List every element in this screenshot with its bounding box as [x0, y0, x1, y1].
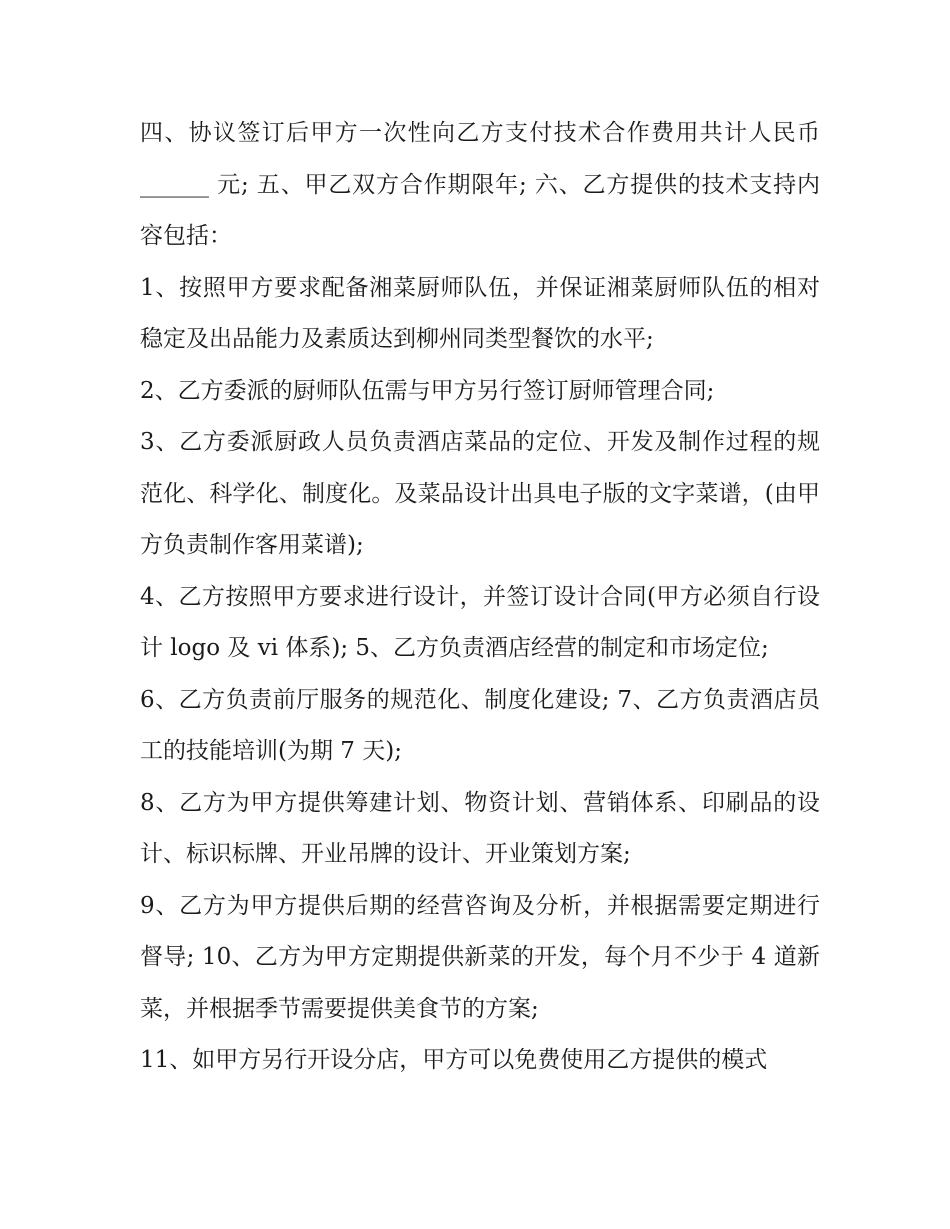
- paragraph-payment-term: 四、协议签订后甲方一次性向乙方支付技术合作费用共计人民币 ______ 元; 五、甲乙双方合作期限年; 六、乙方提供的技术支持内容包括：: [140, 120, 820, 249]
- paragraph-item-1: 1、按照甲方要求配备湘菜厨师队伍，并保证湘菜厨师队伍的相对稳定及出品能力及素质达到柳州同类型餐饮的水平;: [140, 274, 820, 352]
- paragraph-item-9-10: 9、乙方为甲方提供后期的经营咨询及分析，并根据需要定期进行督导; 10、乙方为甲方定期提供新菜的开发，每个月不少于 4 道新菜，并根据季节需要提供美食节的方案;: [140, 892, 820, 1022]
- paragraph-item-2: 2、乙方委派的厨师队伍需与甲方另行签订厨师管理合同;: [140, 377, 715, 404]
- paragraph-item-3: 3、乙方委派厨政人员负责酒店菜品的定位、开发及制作过程的规范化、科学化、制度化。及菜品设计出具电子版的文字菜谱，(由甲方负责制作客用菜谱);: [140, 429, 820, 558]
- paragraph-item-6-7: 6、乙方负责前厅服务的规范化、制度化建设; 7、乙方负责酒店员工的技能培训(为期 7 天);: [140, 686, 820, 764]
- paragraph-item-4-5: 4、乙方按照甲方要求进行设计，并签订设计合同(甲方必须自行设计 logo 及 vi 体系); 5、乙方负责酒店经营的制定和市场定位;: [140, 583, 820, 661]
- document-body: [140, 108, 820, 1087]
- paragraph-item-11: 11、如甲方另行开设分店，甲方可以免费使用乙方提供的模式: [140, 1047, 768, 1073]
- paragraph-item-8: 8、乙方为甲方提供筹建计划、物资计划、营销体系、印刷品的设计、标识标牌、开业吊牌的设计、开业策划方案;: [140, 789, 820, 867]
